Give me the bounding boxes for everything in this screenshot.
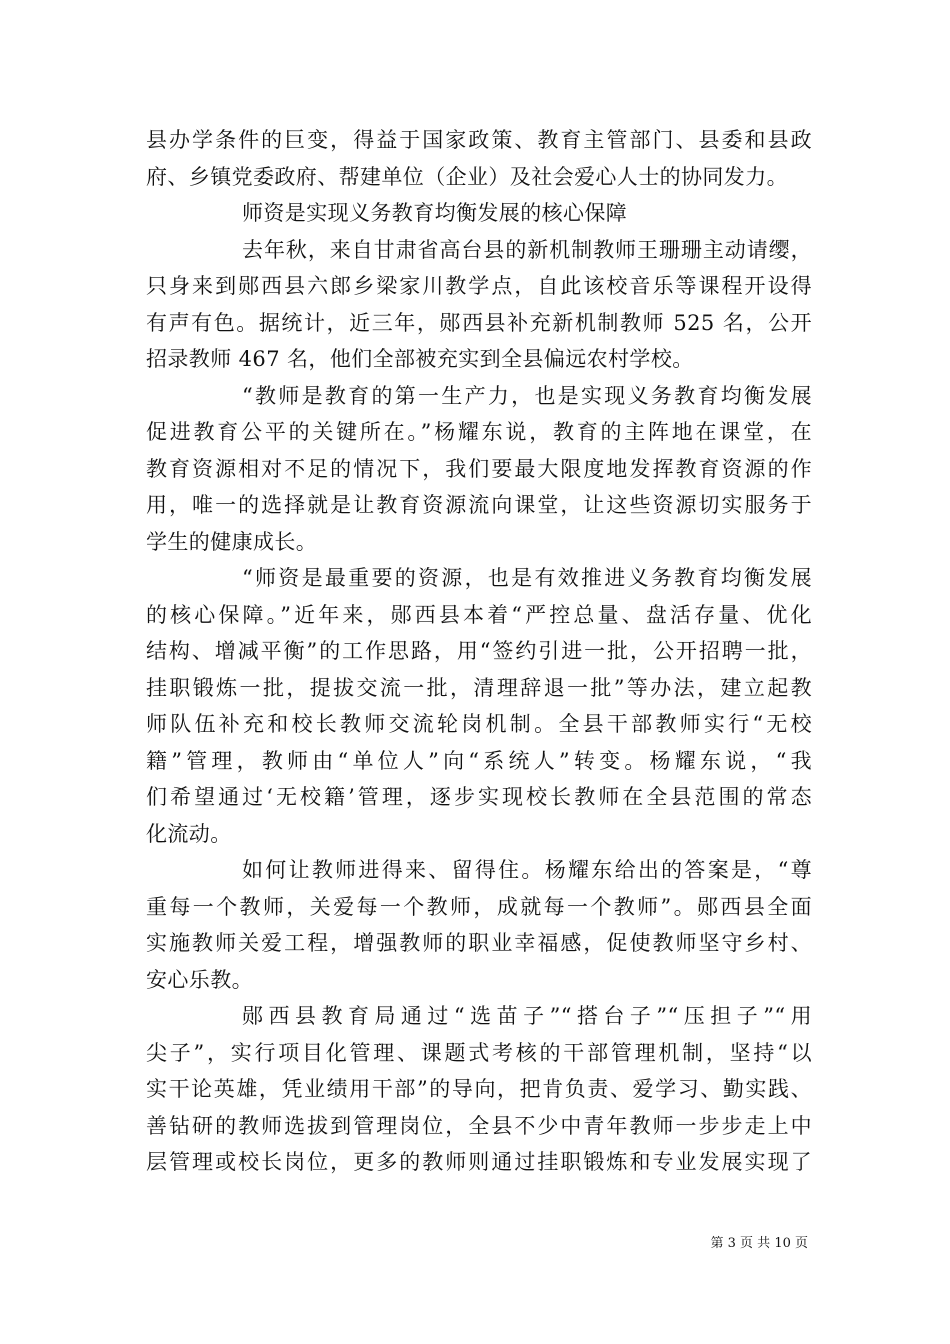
text-line: 有声有色。据统计，近三年，郧西县补充新机制教师 525 名，公开 [146,310,812,335]
text-line: 尖子”，实行项目化管理、课题式考核的干部管理机制，坚持“以 [146,1040,812,1065]
document-body [146,122,812,1181]
text-line: 招录教师 467 名，他们全部被充实到全县偏远农村学校。 [146,347,694,371]
text-line: 师队伍补充和校长教师交流轮岗机制。全县干部教师实行“无校 [146,712,812,736]
paragraph [146,378,812,561]
text-line: 用，唯一的选择就是让教育资源流向课堂，让这些资源切实服务于 [146,493,812,517]
text-line: 只身来到郧西县六郎乡梁家川教学点，自此该校音乐等课程开设得 [146,274,812,298]
text-line: 化流动。 [146,821,232,846]
paragraph [146,560,812,852]
section-heading-text: 师资是实现义务教育均衡发展的核心保障 [242,201,628,225]
paragraph-continuation [146,122,812,195]
text-line: 安心乐教。 [146,967,253,992]
section-heading [146,195,812,232]
text-line: 去年秋，来自甘肃省高台县的新机制教师王珊珊主动请缨， [242,237,812,262]
text-line: 教育资源相对不足的情况下，我们要最大限度地发挥教育资源的作 [146,456,812,481]
text-line: 学生的健康成长。 [146,529,318,554]
text-line: 层管理或校长岗位，更多的教师则通过挂职锻炼和专业发展实现了 [146,1150,812,1174]
text-line: 促进教育公平的关键所在。”杨耀东说，教育的主阵地在课堂，在 [146,420,812,444]
paragraph [146,998,812,1181]
text-line: “教师是教育的第一生产力，也是实现义务教育均衡发展 [242,383,812,408]
text-line: 结构、增减平衡”的工作思路，用“签约引进一批，公开招聘一批， [146,639,812,663]
text-line: 的核心保障。”近年来，郧西县本着“严控总量、盘活存量、优化 [146,602,812,627]
text-line: 籍”管理，教师由“单位人”向“系统人”转变。杨耀东说，“我 [146,748,812,773]
text-line: 实施教师关爱工程，增强教师的职业幸福感，促使教师坚守乡村、 [146,931,812,955]
text-line: 郧西县教育局通过“选苗子”“搭台子”“压担子”“用 [242,1004,812,1028]
page-number-footer: 第 3 页 共 10 页 [710,1236,808,1251]
text-line: “师资是最重要的资源，也是有效推进义务教育均衡发展 [242,566,812,590]
text-line: 重每一个教师，关爱每一个教师，成就每一个教师”。郧西县全面 [146,894,812,919]
paragraph [146,852,812,998]
text-line: 善钻研的教师选拔到管理岗位，全县不少中青年教师一步步走上中 [146,1113,812,1138]
text-line: 县办学条件的巨变，得益于国家政策、教育主管部门、县委和县政 [146,128,812,152]
text-line: 们希望通过‘无校籍’管理，逐步实现校长教师在全县范围的常态 [146,785,812,809]
text-line: 实干论英雄，凭业绩用干部”的导向，把肯负责、爱学习、勤实践、 [146,1077,812,1101]
paragraph [146,232,812,378]
text-line: 如何让教师进得来、留得住。杨耀东给出的答案是，“尊 [242,858,812,882]
text-line: 挂职锻炼一批，提拔交流一批，清理辞退一批”等办法，建立起教 [146,675,812,700]
text-line: 府、乡镇党委政府、帮建单位（企业）及社会爱心人士的协同发力。 [146,164,788,189]
